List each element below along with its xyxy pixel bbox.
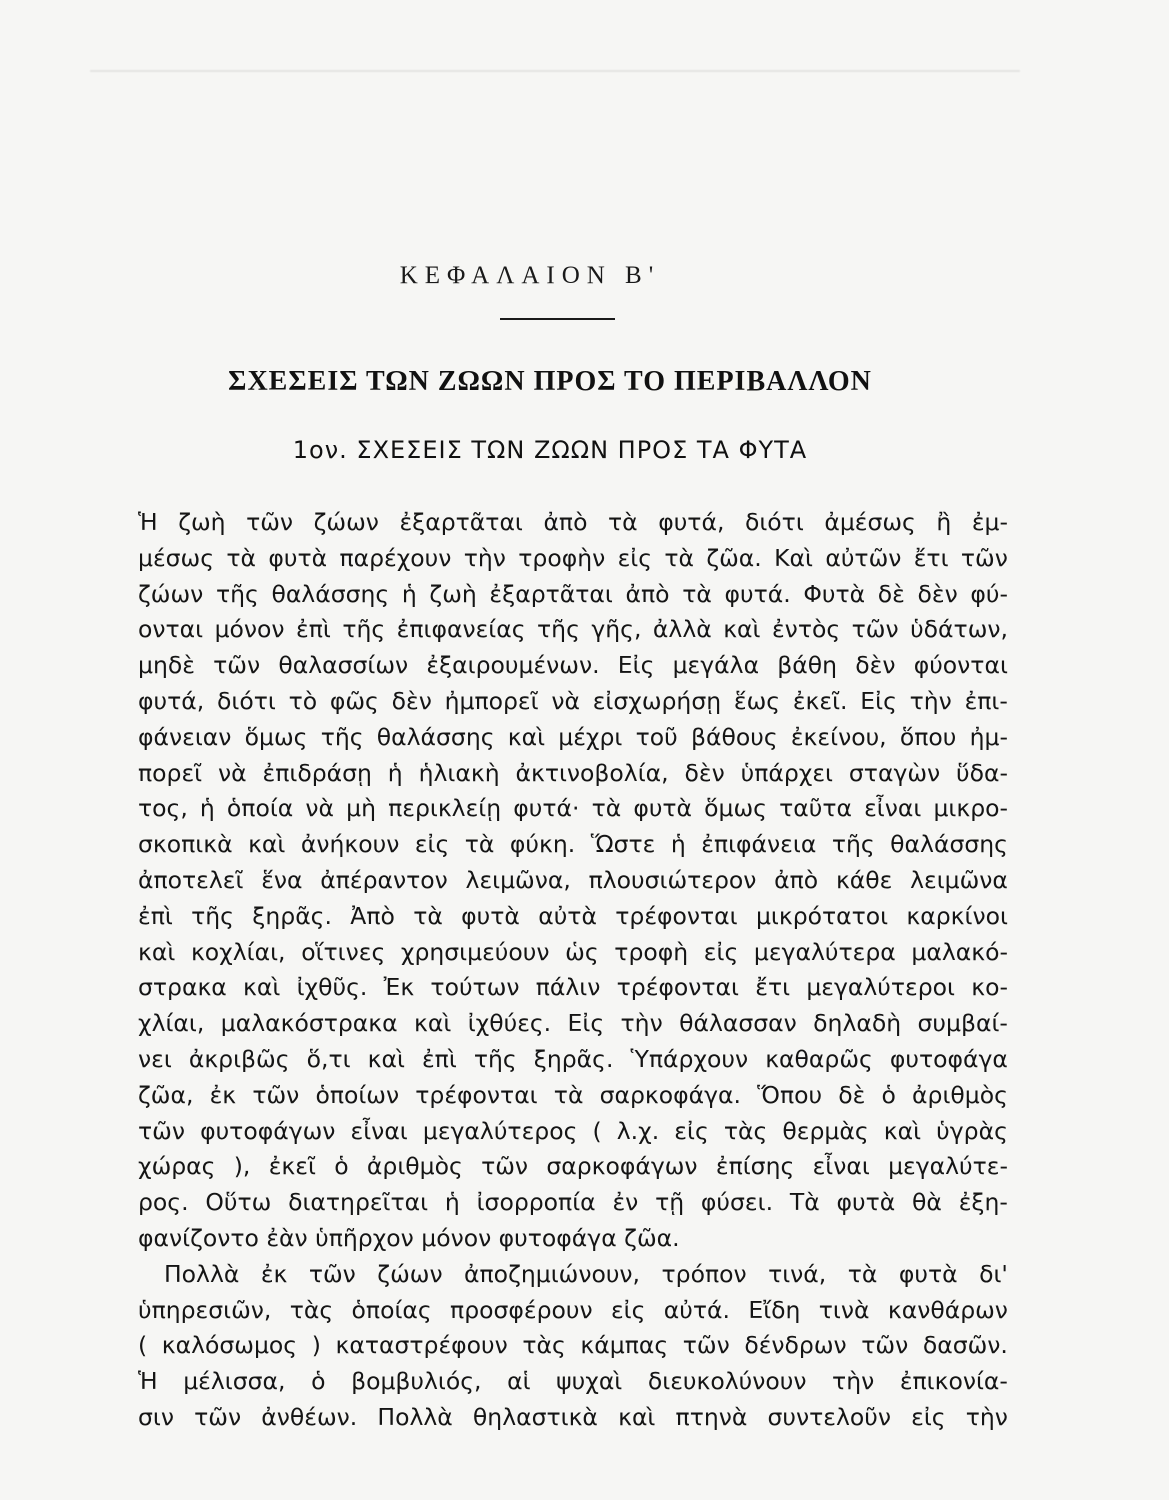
text-line: νει ἀκριβῶς ὅ,τι καὶ ἐπὶ τῆς ξηρᾶς. Ὑπάρχουν καθαρῶς φυτοφάγα xyxy=(138,1044,1008,1073)
text-line: μέσως τὰ φυτὰ παρέχουν τὴν τροφὴν εἰς τὰ ζῶα. Καὶ αὐτῶν ἔτι τῶν xyxy=(138,543,1008,572)
text-line: πορεῖ νὰ ἐπιδράσῃ ἡ ἡλιακὴ ἀκτινοβολία, δὲν ὑπάρχει σταγὼν ὕδα- xyxy=(138,758,1008,787)
text-line: Ἡ μέλισσα, ὁ βομβυλιός, αἱ ψυχαὶ διευκολύνουν τὴν ἐπικονία- xyxy=(138,1367,1008,1396)
text-line: σιν τῶν ἀνθέων. Πολλὰ θηλαστικὰ καὶ πτηνὰ συντελοῦν εἰς τὴν xyxy=(138,1402,1008,1431)
text-line: ονται μόνον ἐπὶ τῆς ἐπιφανείας τῆς γῆς, ἀλλὰ καὶ ἐντὸς τῶν ὑδάτων, xyxy=(138,615,1008,644)
chapter-heading: ΚΕΦΑΛΑΙΟΝ Β' xyxy=(399,262,661,289)
text-line: Πολλὰ ἐκ τῶν ζώων ἀποζημιώνουν, τρόπον τινά, τὰ φυτὰ δι' xyxy=(164,1259,1008,1288)
text-line: ( καλόσωμος ) καταστρέφουν τὰς κάμπας τῶν δένδρων τῶν δασῶν. xyxy=(138,1331,1008,1360)
chapter-divider xyxy=(500,318,615,320)
text-line: φυτά, διότι τὸ φῶς δὲν ἠμπορεῖ νὰ εἰσχωρήσῃ ἕως ἐκεῖ. Εἰς τὴν ἐπι- xyxy=(138,686,1008,715)
text-line: ἀποτελεῖ ἕνα ἀπέραντον λειμῶνα, πλουσιώτερον ἀπὸ κάθε λειμῶνα xyxy=(138,865,1008,894)
text-line: μηδὲ τῶν θαλασσίων ἐξαιρουμένων. Εἰς μεγάλα βάθη δὲν φύονται xyxy=(138,651,1008,680)
text-line: Ἡ ζωὴ τῶν ζώων ἐξαρτᾶται ἀπὸ τὰ φυτά, διότι ἀμέσως ἢ ἐμ- xyxy=(138,508,1008,536)
paragraph xyxy=(138,505,1008,1257)
text-line: χλίαι, μαλακόστρακα καὶ ἰχθύες. Εἰς τὴν θάλασσαν δηλαδὴ συμβαί- xyxy=(138,1009,1008,1038)
text-line: φάνειαν ὅμως τῆς θαλάσσης καὶ μέχρι τοῦ βάθους ἐκείνου, ὅπου ἠμ- xyxy=(138,722,1008,751)
text-line: τος, ἡ ὁποία νὰ μὴ περικλείῃ φυτά· τὰ φυτὰ ὅμως ταῦτα εἶναι μικρο- xyxy=(138,794,1008,823)
body-text xyxy=(138,505,1008,1436)
text-line: φανίζοντο ἐὰν ὑπῆρχον μόνον φυτοφάγα ζῶα. xyxy=(138,1223,680,1252)
subsection-title: 1ον. ΣΧΕΣΕΙΣ ΤΩΝ ΖΩΩΝ ΠΡΟΣ ΤΑ ΦΥΤΑ xyxy=(292,436,808,464)
text-line: σκοπικὰ καὶ ἀνήκουν εἰς τὰ φύκη. Ὥστε ἡ ἐπιφάνεια τῆς θαλάσσης xyxy=(138,830,1008,859)
text-line: ζώων τῆς θαλάσσης ἡ ζωὴ ἐξαρτᾶται ἀπὸ τὰ φυτά. Φυτὰ δὲ δὲν φύ- xyxy=(138,579,1008,608)
text-line: ὑπηρεσιῶν, τὰς ὁποίας προσφέρουν εἰς αὐτά. Εἴδη τινὰ κανθάρων xyxy=(138,1295,1008,1324)
section-title: ΣΧΕΣΕΙΣ ΤΩΝ ΖΩΩΝ ΠΡΟΣ ΤΟ ΠΕΡΙΒΑΛΛΟΝ xyxy=(228,366,872,397)
text-line: χώρας ), ἐκεῖ ὁ ἀριθμὸς τῶν σαρκοφάγων ἐπίσης εἶναι μεγαλύτε- xyxy=(138,1152,1008,1181)
paragraph xyxy=(138,1257,1008,1436)
text-line: τῶν φυτοφάγων εἶναι μεγαλύτερος ( λ.χ. εἰς τὰς θερμὰς καὶ ὑγρὰς xyxy=(138,1116,1008,1145)
text-line: ἐπὶ τῆς ξηρᾶς. Ἀπὸ τὰ φυτὰ αὐτὰ τρέφονται μικρότατοι καρκίνοι xyxy=(138,901,1008,930)
text-line: ρος. Οὕτω διατηρεῖται ἡ ἰσορροπία ἐν τῇ φύσει. Τὰ φυτὰ θὰ ἐξη- xyxy=(138,1188,1008,1217)
text-line: καὶ κοχλίαι, οἵτινες χρησιμεύουν ὡς τροφὴ εἰς μεγαλύτερα μαλακό- xyxy=(138,937,1008,966)
text-line: στρακα καὶ ἰχθῦς. Ἐκ τούτων πάλιν τρέφονται ἔτι μεγαλύτεροι κο- xyxy=(138,973,1008,1002)
text-line: ζῶα, ἐκ τῶν ὁποίων τρέφονται τὰ σαρκοφάγα. Ὅπου δὲ ὁ ἀριθμὸς xyxy=(138,1080,1008,1109)
